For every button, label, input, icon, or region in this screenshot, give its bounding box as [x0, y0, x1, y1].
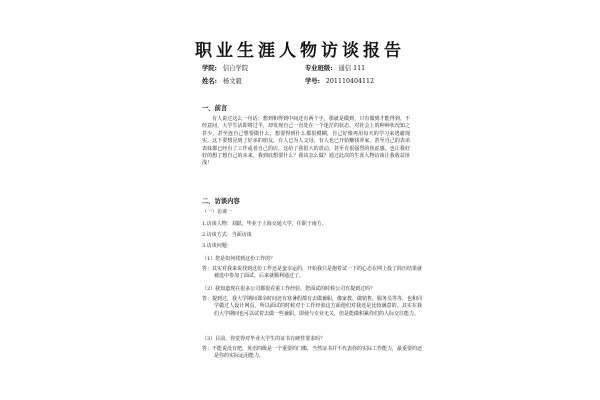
student-id-field	[305, 76, 374, 85]
answer-1: 答：其实对我来说找到这份工作还是蛮幸运的，开始我只是抱着试一下的心态在网上投了简历结果就被选中参加了面试，后来就顺利通过了。	[202, 266, 423, 280]
college-value: 信自学院	[222, 65, 249, 72]
question-2: （2）我知道现在很多公司都很看重工作经验，您面试的时候公司有提到过吗？	[202, 286, 376, 292]
answer-3: 答：不能说没有吧，英语四级是一个重要的门槛，当然证书并不代表你的实际工作能力，最重要的还是你的实际运用能力。	[202, 346, 423, 360]
college-field	[202, 63, 248, 72]
interview-method-line: 2.访谈方式：当面访谈	[202, 232, 252, 238]
interviewee-line: 1.访谈人物：刘跃，毕业于上海交通大学，任职于南方。	[202, 221, 327, 227]
preface-paragraph: 有人说过这么一句话：想到和得到中间还有两个字，那就是做到，只有做到才能得到。不经意间，大学生活即将过半，却发现自己一直处在一个迷茫的状态，对社会上的种种状况知之甚少，甚至连自己想要做什么，想要得到什么都很模糊，自己好像再用每天的学习来逃避现实。这下要想见到了好多的朋友，有人已为人父母，有人也已开始赚钱养家，甚至自己的表弟表妹都已经有了工作或者自己的店，这给了我很大的震动，甚至有很强烈的焦虑感。也让我好好的想了想自己的未来，我到底想要什么？我该怎么做？通过此次的生涯人物访谈让我收益匪浅！	[202, 116, 410, 167]
student-id-label: 学号:	[305, 78, 320, 85]
class-label: 专业班级:	[305, 65, 333, 72]
question-1: （1）您是如何找到这份工作的？	[202, 256, 276, 262]
student-id-value: 201110404112	[325, 78, 374, 85]
page-title: 职业生涯人物访谈报告	[195, 41, 405, 61]
interview-questions-label: 3.访谈问题：	[202, 243, 232, 249]
section-interview-heading: 二、访谈内容	[202, 198, 240, 205]
interview-one-subheading: （一）访谈一	[202, 209, 233, 215]
name-label: 姓名:	[202, 78, 217, 85]
college-label: 学院:	[202, 65, 217, 72]
class-value: 通信 111	[338, 65, 366, 72]
answer-2: 答：提到过，我大学期间课余时间还有寒暑假都有去做兼职，像家教、做销售、服务员等等，也和同学做过人设计网页。所以面试的时候对于工作经验这方面他们对我还是比较满意的。其实在我们大学期间也可以试着去做一些兼职，即使与专业无关，但是能做积累你们的人际交往能力。	[202, 296, 423, 317]
class-field	[305, 63, 365, 72]
section-preface-heading: 一、前言	[202, 105, 228, 112]
question-3: （3）目前，你觉得对毕业大学生的证书有硬性要求吗？	[202, 336, 326, 342]
name-value: 杨文毅	[222, 78, 242, 85]
name-field	[202, 76, 242, 85]
